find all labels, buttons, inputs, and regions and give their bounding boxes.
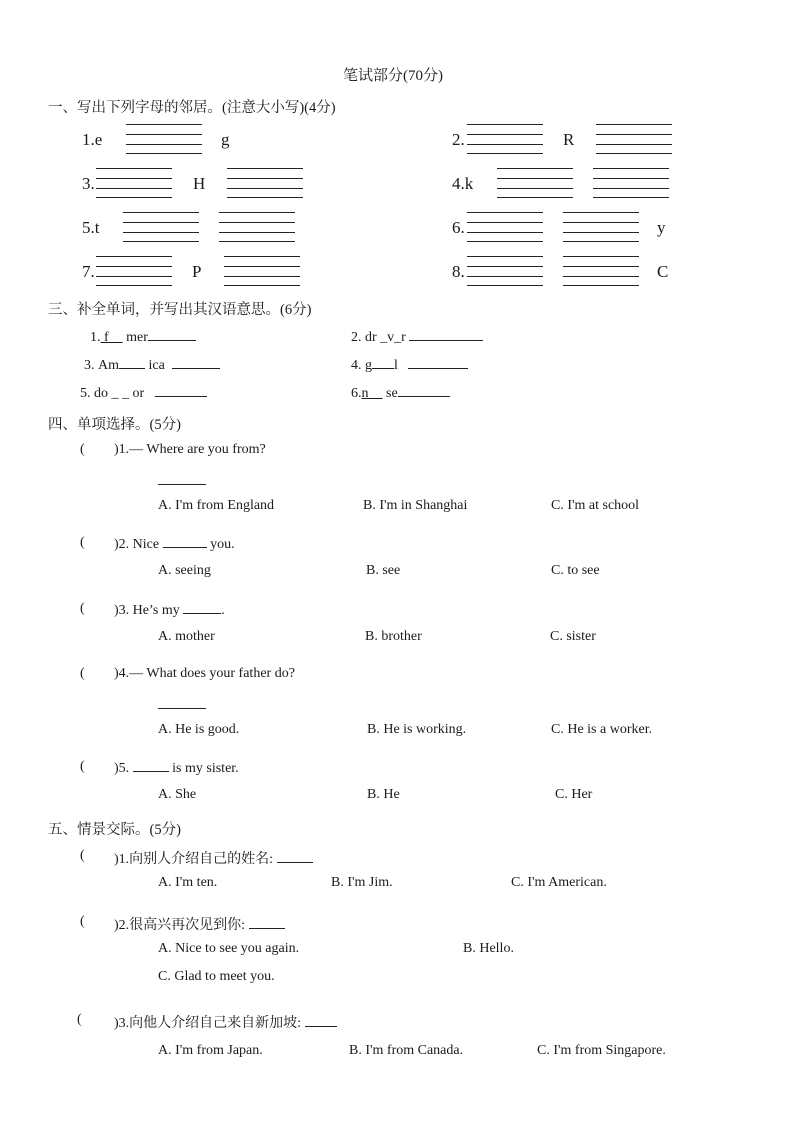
- answer-paren[interactable]: (: [80, 914, 85, 929]
- option-c[interactable]: C. to see: [551, 563, 600, 578]
- writing-lines[interactable]: [123, 212, 199, 242]
- letter-item-label: 8.: [452, 262, 465, 281]
- given-letter: P: [192, 262, 202, 281]
- word-text: dr _v_r: [365, 330, 406, 345]
- option-b[interactable]: B. He: [367, 787, 400, 802]
- writing-lines[interactable]: [219, 212, 295, 242]
- option-b[interactable]: B. He is working.: [367, 722, 467, 737]
- option-b[interactable]: B. I'm in Shanghai: [363, 498, 468, 513]
- writing-lines[interactable]: [96, 256, 172, 286]
- section4-heading: 四、单项选择。(5分): [48, 417, 181, 433]
- option-c[interactable]: C. I'm American.: [511, 875, 607, 890]
- question-stem: )1.向别人介绍自己的姓名:: [114, 848, 313, 868]
- answer-blank[interactable]: [172, 356, 220, 369]
- given-letter: H: [193, 174, 206, 193]
- answer-paren[interactable]: (: [80, 666, 85, 681]
- writing-lines[interactable]: [224, 256, 300, 286]
- word-rest: se: [386, 386, 398, 401]
- option-b[interactable]: B. I'm Jim.: [331, 875, 393, 890]
- question-stem: )2.很高兴再次见到你:: [114, 914, 285, 934]
- answer-paren[interactable]: (: [80, 848, 85, 863]
- stem-blank[interactable]: [249, 916, 285, 929]
- writing-lines[interactable]: [126, 124, 202, 154]
- given-letter: R: [563, 130, 575, 149]
- word-text: Am: [98, 358, 119, 373]
- response-blank[interactable]: [158, 708, 206, 709]
- answer-blank[interactable]: [155, 384, 207, 397]
- letter-blank[interactable]: [119, 356, 145, 369]
- letter-item-label: 2.: [452, 130, 465, 149]
- writing-lines[interactable]: [563, 256, 639, 286]
- writing-lines[interactable]: [467, 256, 543, 286]
- writing-lines[interactable]: [497, 168, 573, 198]
- section5-heading: 五、情景交际。(5分): [48, 822, 181, 838]
- option-c[interactable]: C. sister: [550, 629, 596, 644]
- letter-blank[interactable]: [372, 356, 394, 369]
- answer-paren[interactable]: (: [77, 1012, 82, 1027]
- option-a[interactable]: A. seeing: [158, 563, 211, 578]
- option-a[interactable]: A. I'm from England: [158, 498, 275, 513]
- letter-item-label: 7.: [82, 262, 95, 281]
- word-item[interactable]: [90, 328, 196, 346]
- question-stem: )3.向他人介绍自己来自新加坡:: [114, 1012, 337, 1032]
- writing-lines[interactable]: [563, 212, 639, 242]
- writing-lines[interactable]: [96, 168, 172, 198]
- letter-item-label: 6.: [452, 218, 465, 237]
- stem-blank[interactable]: [305, 1014, 337, 1027]
- question-stem: )3. He’s my .: [114, 603, 225, 618]
- given-letter: y: [657, 218, 666, 237]
- option-c[interactable]: C. I'm from Singapore.: [537, 1043, 666, 1058]
- option-a[interactable]: A. Nice to see you again.: [158, 941, 300, 956]
- answer-paren[interactable]: (: [80, 759, 85, 774]
- option-c[interactable]: C. Glad to meet you.: [158, 969, 275, 984]
- answer-paren[interactable]: (: [80, 535, 85, 550]
- section3-heading: 三、补全单词，并写出其汉语意思。(6分): [48, 302, 312, 318]
- answer-blank[interactable]: [408, 356, 468, 369]
- filled-letter: n: [361, 386, 369, 401]
- stem-blank[interactable]: [183, 601, 221, 614]
- option-c[interactable]: C. I'm at school: [551, 498, 640, 513]
- given-letter: g: [221, 130, 230, 149]
- item-number: 4.: [351, 358, 362, 373]
- writing-lines[interactable]: [596, 124, 672, 154]
- option-b[interactable]: B. brother: [365, 629, 422, 644]
- response-blank[interactable]: [158, 484, 206, 485]
- question-stem: )1.— Where are you from?: [114, 442, 266, 457]
- option-a[interactable]: A. I'm from Japan.: [158, 1043, 263, 1058]
- word-rest: ica: [148, 358, 165, 373]
- item-number: 3.: [84, 358, 95, 373]
- writing-lines[interactable]: [467, 212, 543, 242]
- filled-letter: f: [104, 330, 109, 345]
- option-b[interactable]: B. I'm from Canada.: [349, 1043, 464, 1058]
- page-title: 笔试部分(70分): [343, 68, 443, 84]
- letter-item-label: 4.k: [452, 174, 474, 193]
- option-a[interactable]: A. He is good.: [158, 722, 240, 737]
- stem-blank[interactable]: [163, 535, 207, 548]
- section1-heading: 一、写出下列字母的邻居。(注意大小写)(4分): [48, 100, 336, 116]
- word-text: g: [365, 358, 372, 373]
- word-item[interactable]: [351, 328, 483, 346]
- writing-lines[interactable]: [227, 168, 303, 198]
- option-a[interactable]: A. mother: [158, 629, 215, 644]
- item-number: 5.: [80, 386, 91, 401]
- option-b[interactable]: B. see: [366, 563, 401, 578]
- item-number: 6.: [351, 386, 362, 401]
- answer-paren[interactable]: (: [80, 601, 85, 616]
- given-letter: C: [657, 262, 669, 281]
- answer-blank[interactable]: [409, 328, 483, 341]
- answer-blank[interactable]: [148, 328, 196, 341]
- stem-blank[interactable]: [133, 759, 169, 772]
- option-c[interactable]: C. He is a worker.: [551, 722, 653, 737]
- word-item[interactable]: [84, 356, 220, 374]
- word-item[interactable]: [351, 356, 468, 374]
- option-a[interactable]: A. She: [158, 787, 197, 802]
- word-item[interactable]: [351, 384, 450, 402]
- item-number: 2.: [351, 330, 362, 345]
- letter-item-label: 1.e: [82, 130, 103, 149]
- option-b[interactable]: B. Hello.: [463, 941, 514, 956]
- option-c[interactable]: C. Her: [555, 787, 593, 802]
- item-number: 1.: [90, 330, 101, 345]
- word-rest: l: [394, 358, 398, 373]
- question-stem: )2. Nice you.: [114, 537, 235, 552]
- question-stem: )4.— What does your father do?: [114, 666, 295, 681]
- question-stem: )5. is my sister.: [114, 761, 239, 776]
- word-item[interactable]: [80, 384, 207, 402]
- word-text: do _ _ or: [94, 386, 145, 401]
- writing-lines[interactable]: [593, 168, 669, 198]
- stem-blank[interactable]: [277, 850, 313, 863]
- answer-paren[interactable]: (: [80, 442, 85, 457]
- letter-item-label: 3.: [82, 174, 95, 193]
- letter-item-label: 5.t: [82, 218, 100, 237]
- answer-blank[interactable]: [398, 384, 450, 397]
- word-rest: mer: [126, 330, 148, 345]
- option-a[interactable]: A. I'm ten.: [158, 875, 218, 890]
- writing-lines[interactable]: [467, 124, 543, 154]
